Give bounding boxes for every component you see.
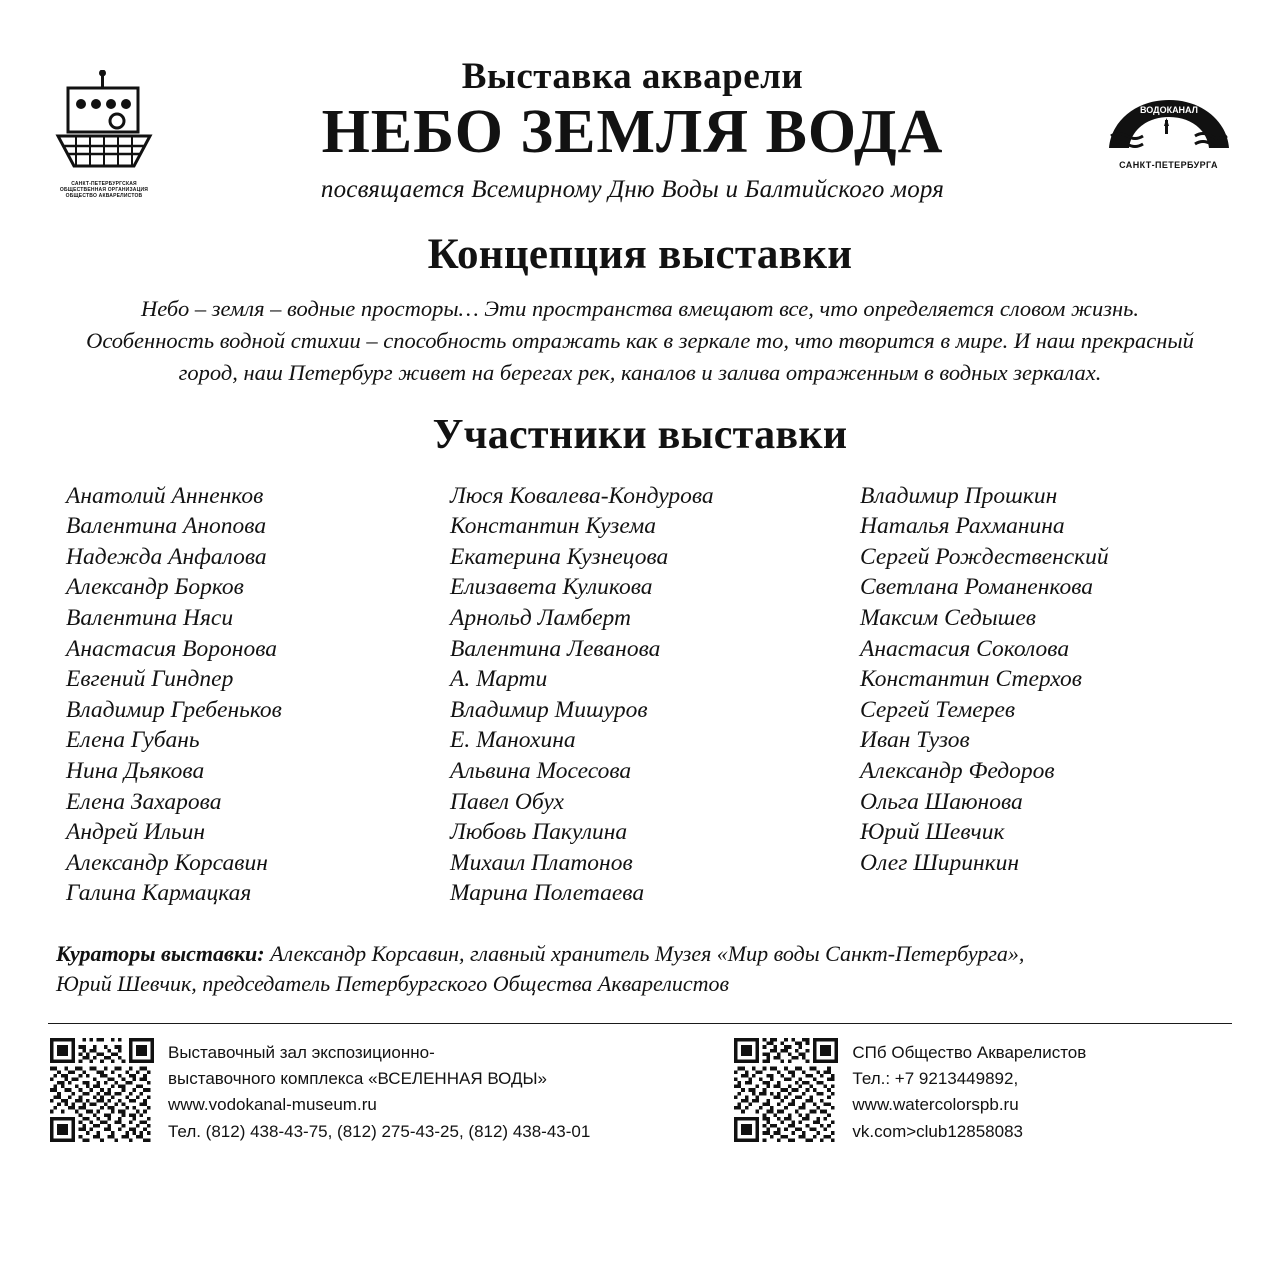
participant-name: Юрий Шевчик <box>860 819 1005 846</box>
participant-name: Альвина Мосесова <box>450 757 632 784</box>
museum-line-2: выставочного комплекса «ВСЕЛЕННАЯ ВОДЫ» <box>168 1069 547 1089</box>
participant-name: Андрей Ильин <box>66 819 206 846</box>
participant-name: Люся Ковалева-Кондурова <box>450 482 714 509</box>
participant-name: Елена Захарова <box>66 788 222 815</box>
society-vk-link[interactable]: vk.com>club12858083 <box>852 1121 1023 1141</box>
society-contact-lines <box>852 1038 1086 1145</box>
participant-name: А. Марти <box>450 666 548 693</box>
museum-line-1: Выставочный зал экспозиционно- <box>168 1042 435 1062</box>
concept-heading: Концепция выставки <box>427 230 853 278</box>
poster-header <box>44 40 1236 204</box>
footer-divider <box>48 1023 1232 1024</box>
participant-name: Владимир Гребеньков <box>66 696 282 723</box>
participants-column-2 <box>432 481 816 909</box>
exhibition-kicker: Выставка акварели <box>461 56 804 97</box>
participant-name: Валентина Леванова <box>450 635 661 662</box>
participant-name: Александр Борков <box>66 574 244 601</box>
participant-name: Надежда Анфалова <box>66 543 267 570</box>
participant-name: Олег Ширинкин <box>860 849 1020 876</box>
participant-name: Елизавета Куликова <box>450 574 653 601</box>
participant-name: Евгений Гиндпер <box>66 666 234 693</box>
museum-phones: Тел. (812) 438-43-75, (812) 275-43-25, (812) 438-43-01 <box>168 1121 591 1141</box>
participant-name: Анатолий Анненков <box>66 482 264 509</box>
curators-label: Кураторы выставки: <box>56 940 265 966</box>
svg-text:ВОДОКАНАЛ: ВОДОКАНАЛ <box>1139 105 1198 115</box>
exhibition-title: НЕБО ЗЕМЛЯ ВОДА <box>321 97 944 166</box>
participant-name: Константин Стерхов <box>860 666 1082 693</box>
society-website[interactable]: www.watercolorspb.ru <box>852 1095 1019 1115</box>
poster-title-block <box>164 54 1101 204</box>
curators-line-2: Юрий Шевчик, председатель Петербургского Общества Акварелистов <box>56 970 730 996</box>
participant-name: Константин Кузема <box>450 513 656 540</box>
poster-footer <box>44 1038 1236 1145</box>
participant-name: Павел Обух <box>450 788 564 815</box>
participant-name: Максим Седышев <box>860 604 1036 631</box>
footer-museum-block <box>50 1038 734 1145</box>
participants-column-1 <box>54 481 432 909</box>
participant-name: Любовь Пакулина <box>450 819 628 846</box>
exhibition-subtitle: посвящается Всемирному Дню Воды и Балтийского моря <box>320 175 945 203</box>
participant-name: Сергей Темерев <box>860 696 1016 723</box>
participant-name: Галина Кармацкая <box>66 880 252 907</box>
society-logo-caption: САНКТ-ПЕТЕРБУРГСКАЯ ОБЩЕСТВЕННАЯ ОРГАНИЗАЦИЯ ОБЩЕСТВО АКВАРЕЛИСТОВ <box>59 181 149 199</box>
participant-name: Екатерина Кузнецова <box>450 543 669 570</box>
participant-name: Арнольд Ламберт <box>450 604 631 631</box>
participant-name: Светлана Романенкова <box>860 574 1094 601</box>
participant-name: Александр Федоров <box>860 757 1055 784</box>
participant-name: Валентина Няси <box>66 604 234 631</box>
curators-line-1: Александр Корсавин, главный хранитель Музея «Мир воды Санкт-Петербурга», <box>264 940 1025 966</box>
participant-name: Нина Дьякова <box>66 757 205 784</box>
concept-text: Небо – земля – водные просторы… Эти пространства вмещают все, что определяется словом жизнь. Особенность водной стихии – способность отражать как в зеркале то, что творится в мире. И наш прекрасный город, наш Петербург живет на берегах рек, каналов и залива отраженным в водных зеркалах. <box>86 295 1194 385</box>
participant-name: Александр Корсавин <box>66 849 268 876</box>
qr-code-museum-icon <box>50 1038 154 1142</box>
participant-name: Владимир Мишуров <box>450 696 648 723</box>
vodokanal-logo <box>1101 54 1236 170</box>
society-name: СПб Общество Акварелистов <box>852 1042 1087 1062</box>
participant-name: Иван Тузов <box>860 727 970 754</box>
sailing-ship-icon <box>54 70 154 178</box>
participants-column-3 <box>816 481 1226 909</box>
qr-code-society-icon <box>734 1038 838 1142</box>
participant-name: Владимир Прошкин <box>860 482 1058 509</box>
participants-heading: Участники выставки <box>432 411 848 458</box>
participant-name: Сергей Рождественский <box>860 543 1109 570</box>
participant-name: Валентина Анопова <box>66 513 267 540</box>
participant-name: Наталья Рахманина <box>860 513 1065 540</box>
curators-block <box>44 939 1236 999</box>
watercolor-society-logo <box>44 54 164 199</box>
participant-name: Ольга Шаюнова <box>860 788 1023 815</box>
participant-name: Анастасия Воронова <box>66 635 277 662</box>
participant-name: Михаил Платонов <box>450 849 633 876</box>
participant-name: Е. Манохина <box>450 727 576 754</box>
vodokanal-arch-icon <box>1105 96 1233 158</box>
participants-columns <box>44 481 1236 909</box>
participant-name: Елена Губань <box>66 727 200 754</box>
museum-website[interactable]: www.vodokanal-museum.ru <box>168 1095 377 1115</box>
footer-society-block <box>734 1038 1230 1145</box>
vodokanal-logo-caption: САНКТ-ПЕТЕРБУРГА <box>1119 160 1218 170</box>
participant-name: Марина Полетаева <box>450 880 645 907</box>
participant-name: Анастасия Соколова <box>860 635 1070 662</box>
museum-contact-lines <box>168 1038 590 1145</box>
society-phone: Тел.: +7 9213449892, <box>852 1069 1019 1089</box>
